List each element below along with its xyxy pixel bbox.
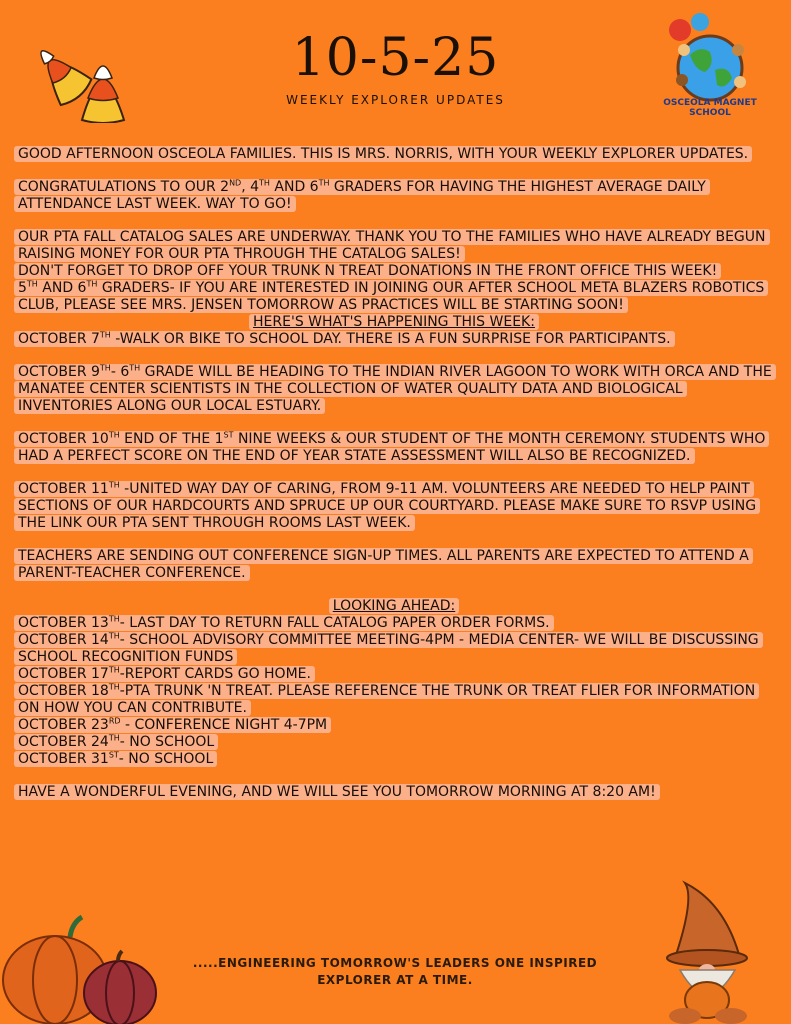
list-item: OCTOBER 14TH- SCHOOL ADVISORY COMMITTEE MEETING-4PM - MEDIA CENTER- WE WILL BE DISCUSSING SCHOOL RECOGNITION FUNDS xyxy=(14,632,763,665)
list-item: OCTOBER 13TH- LAST DAY TO RETURN FALL CATALOG PAPER ORDER FORMS. xyxy=(14,615,554,631)
oct11-text: OCTOBER 11TH -UNITED WAY DAY OF CARING, FROM 9-11 AM. VOLUNTEERS ARE NEEDED TO HELP PAINT SECTIONS OF OUR HARDCOURTS AND SPRUCE UP OUR COURTYARD. PLEASE MAKE SURE TO RSVP USING THE LINK OUR PTA SENT THROUGH ROOMS LAST WEEK. xyxy=(14,481,760,531)
greeting-text: GOOD AFTERNOON OSCEOLA FAMILIES. THIS IS MRS. NORRIS, WITH YOUR WEEKLY EXPLORER UPDATES. xyxy=(14,146,752,162)
trunk-donations-text: DON'T FORGET TO DROP OFF YOUR TRUNK N TREAT DONATIONS IN THE FRONT OFFICE THIS WEEK! xyxy=(14,263,721,279)
list-item: OCTOBER 24TH- NO SCHOOL xyxy=(14,734,218,750)
newsletter-body xyxy=(14,146,774,817)
conferences-text: TEACHERS ARE SENDING OUT CONFERENCE SIGN-UP TIMES. ALL PARENTS ARE EXPECTED TO ATTEND A PARENT-TEACHER CONFERENCE. xyxy=(14,548,753,581)
list-item: OCTOBER 18TH-PTA TRUNK 'N TREAT. PLEASE REFERENCE THE TRUNK OR TREAT FLIER FOR INFORMATION ON HOW YOU CAN CONTRIBUTE. xyxy=(14,683,759,716)
page-title: 10-5-25 xyxy=(291,28,500,88)
list-item: OCTOBER 23RD - CONFERENCE NIGHT 4-7PM xyxy=(14,717,331,733)
robotics-text: 5TH AND 6TH GRADERS- IF YOU ARE INTERESTED IN JOINING OUR AFTER SCHOOL META BLAZERS ROBOTICS CLUB, PLEASE SEE MRS. JENSEN TOMORROW AS PRACTICES WILL BE STARTING SOON! xyxy=(14,280,768,313)
pumpkin-icon xyxy=(0,915,165,1024)
pta-catalog-text: OUR PTA FALL CATALOG SALES ARE UNDERWAY. THANK YOU TO THE FAMILIES WHO HAVE ALREADY BEGUN RAISING MONEY FOR OUR PTA THROUGH THE CATALOG SALES! xyxy=(14,229,770,262)
this-week-heading: HERE'S WHAT'S HAPPENING THIS WEEK: xyxy=(249,314,539,330)
oct7-text: OCTOBER 7TH -WALK OR BIKE TO SCHOOL DAY. THERE IS A FUN SURPRISE FOR PARTICIPANTS. xyxy=(14,331,675,347)
page-subtitle: WEEKLY EXPLORER UPDATES xyxy=(286,93,505,107)
oct10-text: OCTOBER 10TH END OF THE 1ST NINE WEEKS & OUR STUDENT OF THE MONTH CEREMONY. STUDENTS WHO HAD A PERFECT SCORE ON THE END OF YEAR STATE ASSESSMENT WILL ALSO BE RECOGNIZED. xyxy=(14,431,769,464)
school-logo-text: OSCEOLA MAGNET SCHOOL xyxy=(663,98,757,118)
congrats-text: CONGRATULATIONS TO OUR 2ND, 4TH AND 6TH GRADERS FOR HAVING THE HIGHEST AVERAGE DAILY ATTENDANCE LAST WEEK. WAY TO GO! xyxy=(14,179,710,212)
gnome-icon xyxy=(655,878,765,1024)
list-item: OCTOBER 31ST- NO SCHOOL xyxy=(14,751,217,767)
oct9-text: OCTOBER 9TH- 6TH GRADE WILL BE HEADING TO THE INDIAN RIVER LAGOON TO WORK WITH ORCA AND THE MANATEE CENTER SCIENTISTS IN THE COLLECTION OF WATER QUALITY DATA AND BIOLOGICAL INVENTORIES ALONG OUR LOCAL ESTUARY. xyxy=(14,364,776,414)
list-item: OCTOBER 17TH-REPORT CARDS GO HOME. xyxy=(14,666,315,682)
footer-tagline: .....ENGINEERING TOMORROW'S LEADERS ONE INSPIRED EXPLORER AT A TIME. xyxy=(192,956,598,987)
closing-text: HAVE A WONDERFUL EVENING, AND WE WILL SEE YOU TOMORROW MORNING AT 8:20 AM! xyxy=(14,784,660,800)
looking-ahead-heading: LOOKING AHEAD: xyxy=(329,598,459,614)
